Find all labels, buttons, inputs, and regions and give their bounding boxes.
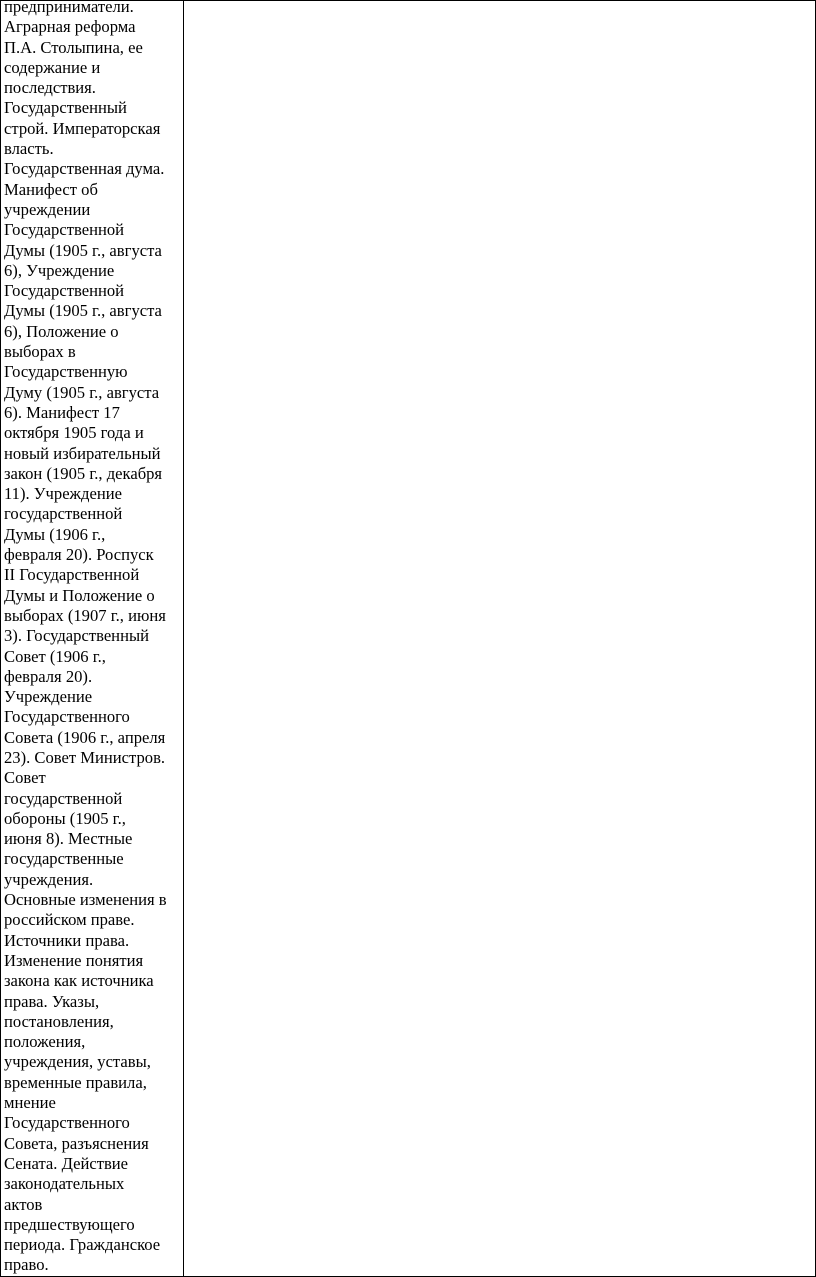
text-line: российском праве. [4, 910, 135, 930]
text-line: Государственного [4, 707, 130, 727]
text-line: учреждения, уставы, [4, 1052, 151, 1072]
text-line: законодательных [4, 1174, 125, 1194]
text-line: Манифест об [4, 179, 98, 199]
text-line: выборах (1907 г., июня [4, 605, 166, 625]
text-line: временные правила, [4, 1072, 147, 1092]
text-line: Государственную [4, 362, 128, 382]
text-line: Государственной [4, 281, 125, 301]
text-line: 3). Государственный [4, 626, 149, 646]
text-line: 11). Учреждение [4, 484, 122, 504]
text-line: Изменение понятия [4, 950, 144, 970]
text-line: февраля 20). Роспуск [4, 545, 154, 565]
text-line: права. Указы, [4, 991, 100, 1011]
text-line: право. [4, 1255, 49, 1275]
text-line: предшествующего [4, 1214, 135, 1234]
text-line: 6). Манифест 17 [4, 402, 120, 422]
text-line: мнение [4, 1093, 56, 1113]
table-cell-empty [184, 1, 816, 1277]
text-line: 6), Учреждение [4, 260, 115, 280]
text-line: 6), Положение о [4, 321, 119, 341]
text-line: закон (1905 г., декабря [4, 463, 163, 483]
text-line: государственной [4, 504, 123, 524]
text-line: Совета, разъяснения [4, 1133, 149, 1153]
text-line: новый избирательный [4, 443, 161, 463]
text-line: Думы и Положение о [4, 585, 155, 605]
text-line: Государственной [4, 220, 125, 240]
text-line: учреждения. [4, 869, 94, 889]
text-line: Источники права. [4, 930, 130, 950]
text-line: периода. Гражданское [4, 1235, 161, 1255]
text-line: Думы (1905 г., августа [4, 301, 162, 321]
text-line: 23). Совет Министров. [4, 747, 166, 767]
text-line: государственной [4, 788, 123, 808]
text-line: октября 1905 года и [4, 423, 144, 443]
text-line: Аграрная реформа [4, 17, 136, 37]
text-line: власть. [4, 139, 54, 159]
text-line: Думу (1905 г., августа [4, 382, 160, 402]
text-line: Думы (1905 г., августа [4, 240, 162, 260]
text-line: Государственный [4, 98, 127, 118]
text-line: положения, [4, 1032, 86, 1052]
text-line: Совета (1906 г., апреля [4, 727, 166, 747]
table-cell-topic [1, 1, 184, 1277]
text-line: учреждении [4, 199, 91, 219]
table-row [1, 1, 816, 1277]
text-line: Государственного [4, 1113, 130, 1133]
text-line: Сената. Действие [4, 1153, 129, 1173]
text-line: Думы (1906 г., [4, 524, 106, 544]
text-line: Учреждение [4, 687, 93, 707]
text-line: закона как источника [4, 971, 154, 991]
text-line: февраля 20). [4, 666, 93, 686]
text-line: строй. Императорская [4, 118, 161, 138]
text-line: постановления, [4, 1011, 114, 1031]
text-line: государственные [4, 849, 124, 869]
text-line: актов [4, 1194, 43, 1214]
text-line: предприниматели. [4, 0, 134, 16]
text-line: последствия. [4, 78, 96, 98]
text-line: июня 8). Местные [4, 829, 133, 849]
text-line: Совет (1906 г., [4, 646, 106, 666]
text-line: II Государственной [4, 565, 140, 585]
topic-text [1, 0, 183, 1276]
text-line: обороны (1905 г., [4, 808, 126, 828]
text-line: Совет [4, 768, 46, 788]
text-line: содержание и [4, 57, 101, 77]
text-line: П.А. Столыпина, ее [4, 37, 143, 57]
text-line: Основные изменения в [4, 890, 167, 910]
text-line: Государственная дума. [4, 159, 165, 179]
text-line: выборах в [4, 342, 76, 362]
